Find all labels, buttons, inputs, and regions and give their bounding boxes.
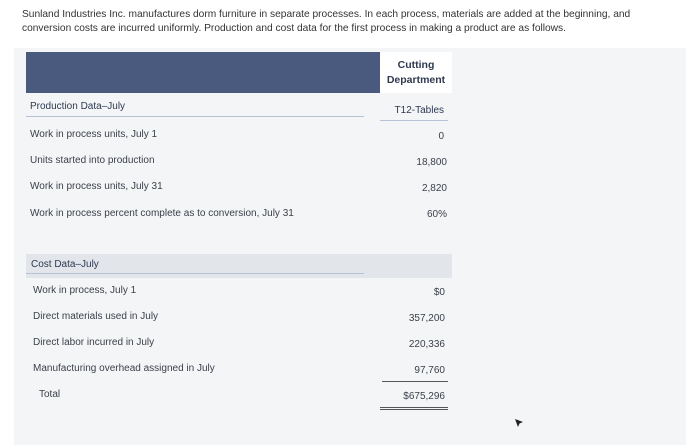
cost-row-value: $0 [433, 287, 445, 298]
t12-tables-subheader: T12-Tables [394, 105, 444, 116]
production-row-value: 18,800 [416, 157, 447, 168]
production-row-label: Work in process units, July 1 [30, 129, 158, 140]
cost-title-rule [26, 273, 364, 274]
production-row-value: 2,820 [421, 183, 447, 194]
column-header-line2: Department [386, 73, 446, 86]
production-row-value: 0 [438, 131, 444, 142]
production-row-value: 60% [426, 209, 447, 220]
total-double-underline-bottom [380, 409, 448, 410]
cost-row-label: Manufacturing overhead assigned in July [33, 363, 215, 374]
cost-total-value: $675,296 [403, 391, 445, 402]
cost-row-label: Direct labor incurred in July [33, 337, 155, 348]
cost-total-label: Total [39, 389, 61, 400]
subtotal-underline [382, 381, 448, 382]
mouse-pointer-icon [514, 418, 524, 428]
cost-row-label: Work in process, July 1 [33, 285, 137, 296]
subheader-rule [380, 120, 448, 121]
cost-data-title: Cost Data–July [31, 259, 99, 270]
production-row-label: Work in process units, July 31 [30, 181, 163, 192]
cost-row-value: 220,336 [408, 339, 445, 350]
cost-row-label: Direct materials used in July [33, 311, 159, 322]
problem-intro-text: Sunland Industries Inc. manufactures dorm furniture in separate processes. In each process, materials are added at the beginning, and conversion costs are incurred uniformly. Production and cost data for the first process in making a product are as follows. [22, 9, 631, 34]
production-row-label: Work in process percent complete as to conversion, July 31 [30, 208, 294, 219]
cost-row-value: 97,760 [414, 365, 445, 376]
production-title-rule [26, 116, 364, 117]
cutting-department-header [380, 52, 452, 93]
total-double-underline-top [380, 407, 448, 408]
column-header-line1: Cutting [397, 58, 435, 71]
production-row-label: Units started into production [30, 155, 155, 166]
cost-row-value: 357,200 [408, 313, 445, 324]
production-data-title: Production Data–July [30, 101, 126, 112]
